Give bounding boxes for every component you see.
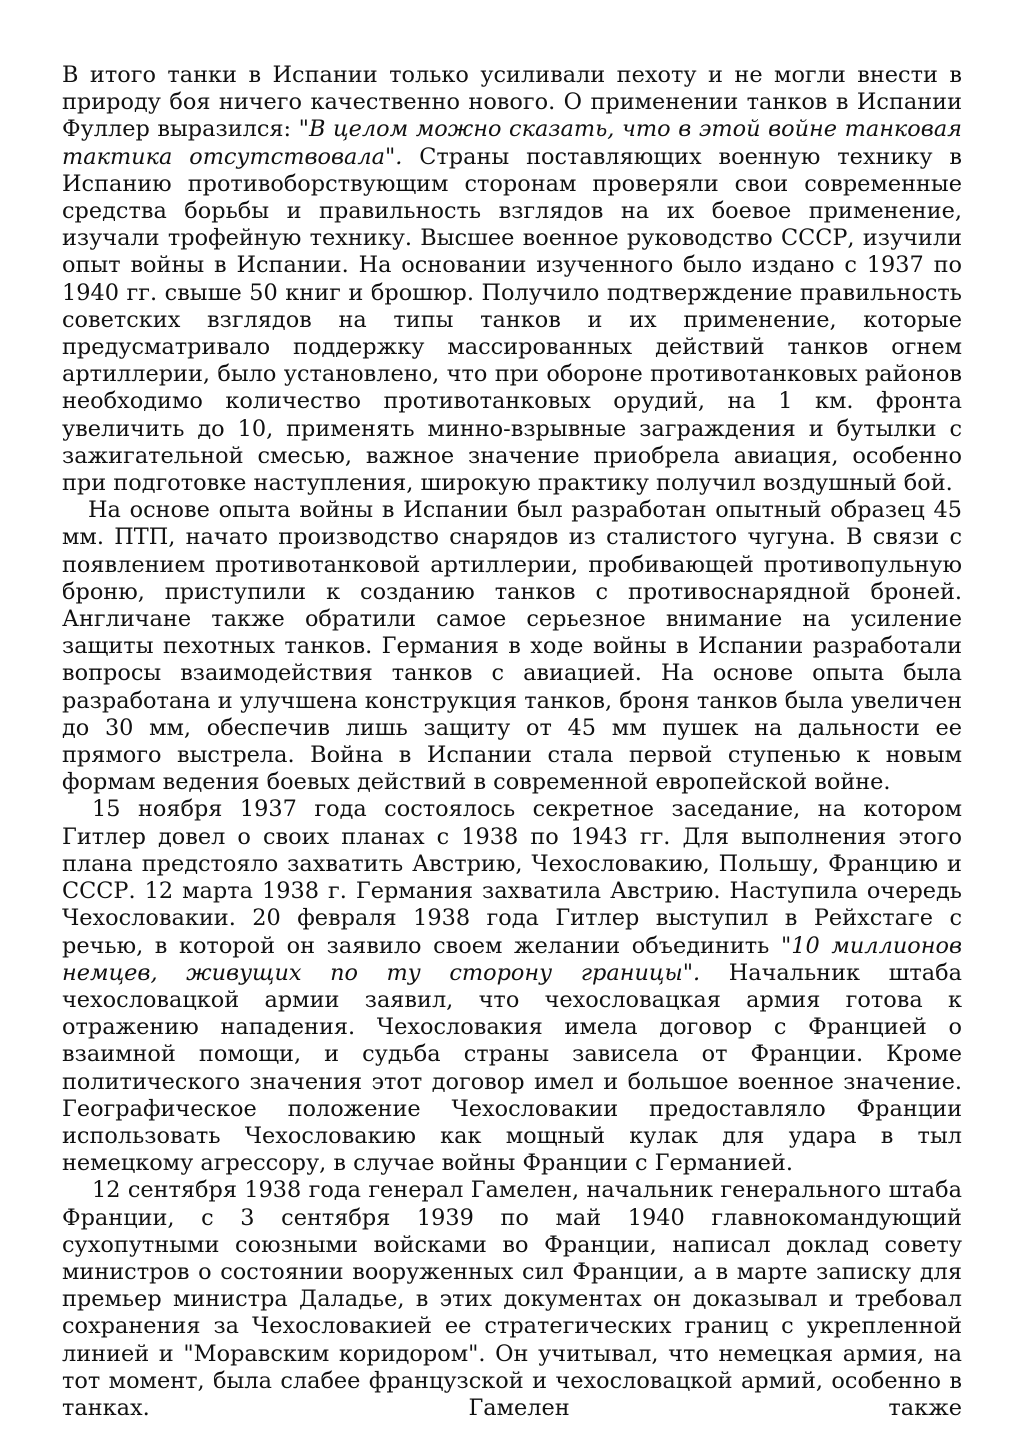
paragraph-3-text-a: 15 ноября 1937 года состоялось секретное заседание, на котором Гитлер довел о своих планах с 1938 по 1943 гг. Для выполнения этого плана предстояло захватить Австрию, Чехословакию, Польшу, Францию и СССР. 12 марта 1938 г. Германия захватила Австрию. Наступила очередь Чехословакии. 20 февраля 1938 года Гитлер выступил в Рейхстаге с речью, в которой он заявило своем желании объединить " bbox=[62, 796, 962, 959]
paragraph-3 bbox=[62, 796, 962, 1177]
paragraph-3-text-b: Начальник штаба чехословацкой армии заявил, что чехословацкая армия готова к отражению нападения. Чехословакия имела договор с Францией о взаимной помощи, и судьба страны зависела от Франции. Кроме политического значения этот договор имел и большое военное значение. Географическое положение Чехословакии предоставляло Франции использовать Чехословакию как мощный кулак для удара в тыл немецкому агрессору, в случае войны Франции с Германией. bbox=[62, 959, 962, 1177]
paragraph-1-text-b: Страны поставляющих военную технику в Испанию противоборствующим сторонам проверяли свои современные средства борьбы и правильность взглядов на их боевое применение, изучали трофейную технику. Высшее военное руководство СССР, изучили опыт войны в Испании. На основании изученного было издано с 1937 по 1940 гг. свыше 50 книг и брошюр. Получило подтверждение правильность советских взглядов на типы танков и их применение, которые предусматривало поддержку массированных действий танков огнем артиллерии, было установлено, что при обороне противотанковых районов необходимо количество противотанковых орудий, на 1 км. фронта увеличить до 10, применять минно-взрывные заграждения и бутылки с зажигательной смесью, важное значение приобрела авиация, особенно при подготовке наступления, широкую практику получил воздушный бой. bbox=[62, 143, 962, 497]
paragraph-1 bbox=[62, 62, 962, 497]
paragraph-2 bbox=[62, 497, 962, 796]
paragraph-4-text: 12 сентября 1938 года генерал Гамелен, начальник генерального штаба Франции, с 3 сентября 1939 по май 1940 главнокомандующий сухопутными союзными войсками во Франции, написал доклад совету министров о состоянии вооруженных сил Франции, а в марте записку для премьер министра Даладье, в этих документах он доказывал и требовал сохранения за Чехословакией ее стратегических границ с укрепленной линией и "Моравским коридором". Он учитывал, что немецкая армия, на тот момент, была слабее французской и чехословацкой армий, особенно в танках. Гамелен также bbox=[62, 1177, 962, 1421]
paragraph-1-text-a: В итого танки в Испании только усиливали пехоту и не могли внести в природу боя ничего качественно нового. О применении танков в Испании Фуллер выразился: bbox=[62, 62, 962, 143]
paragraph-4 bbox=[62, 1177, 962, 1422]
paragraph-2-text: На основе опыта войны в Испании был разработан опытный образец 45 мм. ПТП, начато производство снарядов из сталистого чугуна. В связи с появлением противотанковой артиллерии, пробивающей противопульную броню, приступили к созданию танков с противоснарядной броней. Англичане также обратили самое серьезное внимание на усиление защиты пехотных танков. Германия в ходе войны в Испании разработали вопросы взаимодействия танков с авиацией. На основе опыта была разработана и улучшена конструкция танков, броня танков была увеличен до 30 мм, обеспечив лишь защиту от 45 мм пушек на дальности ее прямого выстрела. Война в Испании стала первой ступенью к новым формам ведения боевых действий в современной европейской войне. bbox=[62, 497, 962, 796]
paragraph-1-quote: "В целом можно сказать, что в этой войне танковая тактика отсутствовала". bbox=[62, 116, 962, 170]
paragraph-3-quote: 10 миллионов немцев, живущих по ту сторону границы". bbox=[62, 932, 962, 986]
document-page bbox=[62, 62, 962, 1422]
